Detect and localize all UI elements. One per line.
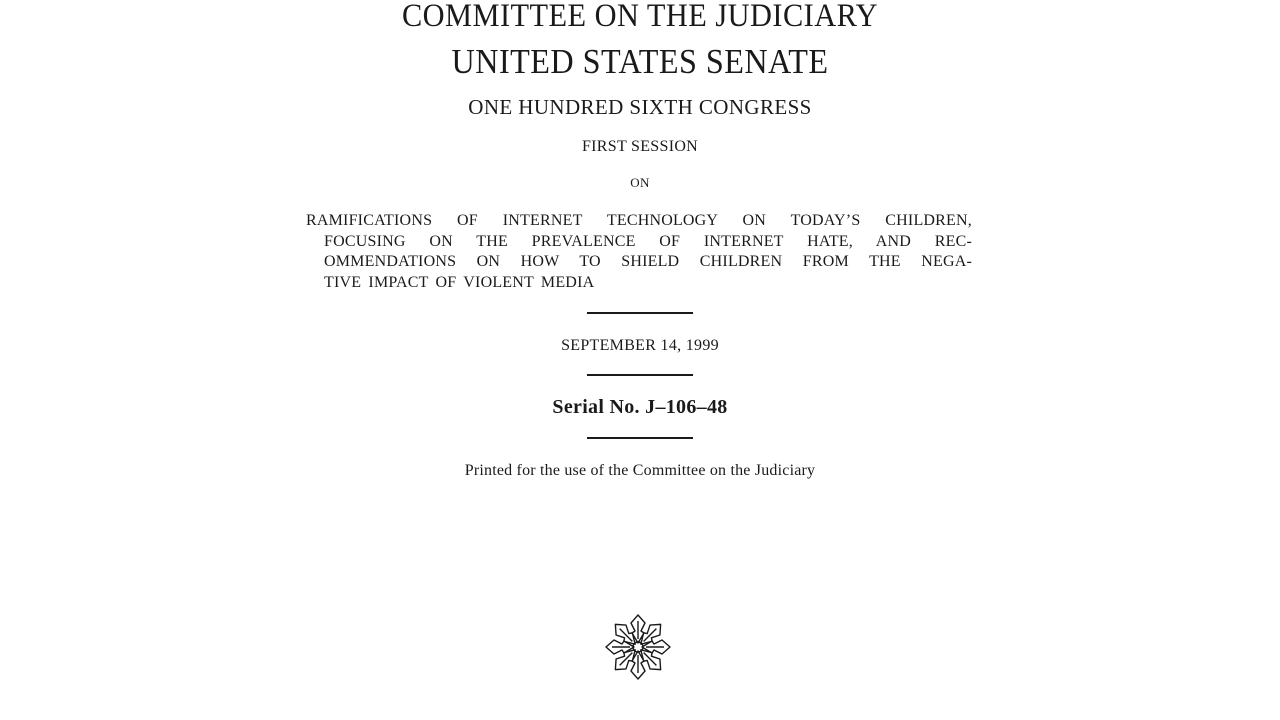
divider-rule [587, 437, 693, 439]
serial-number: Serial No. J–106–48 [552, 396, 728, 418]
gpo-seal-ornament-icon [603, 612, 673, 682]
on-line: ON [630, 175, 650, 190]
senate-title: UNITED STATES SENATE [451, 42, 829, 81]
divider-rule [587, 312, 693, 314]
session-line: FIRST SESSION [581, 138, 699, 155]
hearing-subject [306, 211, 972, 293]
printed-for-line: Printed for the use of the Committee on the Judiciary [464, 462, 816, 479]
divider-rule [587, 374, 693, 376]
committee-title: COMMITTEE ON THE JUDICIARY [401, 0, 879, 34]
congress-line: ONE HUNDRED SIXTH CONGRESS [468, 95, 812, 119]
subject-line-2: FOCUSING ON THE PREVALENCE OF INTERNET HATE, AND REC- [324, 232, 972, 250]
subject-line-3: OMMENDATIONS ON HOW TO SHIELD CHILDREN FROM THE NEGA- [324, 253, 972, 270]
subject-line-4: TIVE IMPACT OF VIOLENT MEDIA [324, 273, 595, 291]
hearing-date: SEPTEMBER 14, 1999 [561, 337, 719, 354]
subject-line-1: RAMIFICATIONS OF INTERNET TECHNOLOGY ON TODAY’S CHILDREN, [306, 212, 972, 229]
